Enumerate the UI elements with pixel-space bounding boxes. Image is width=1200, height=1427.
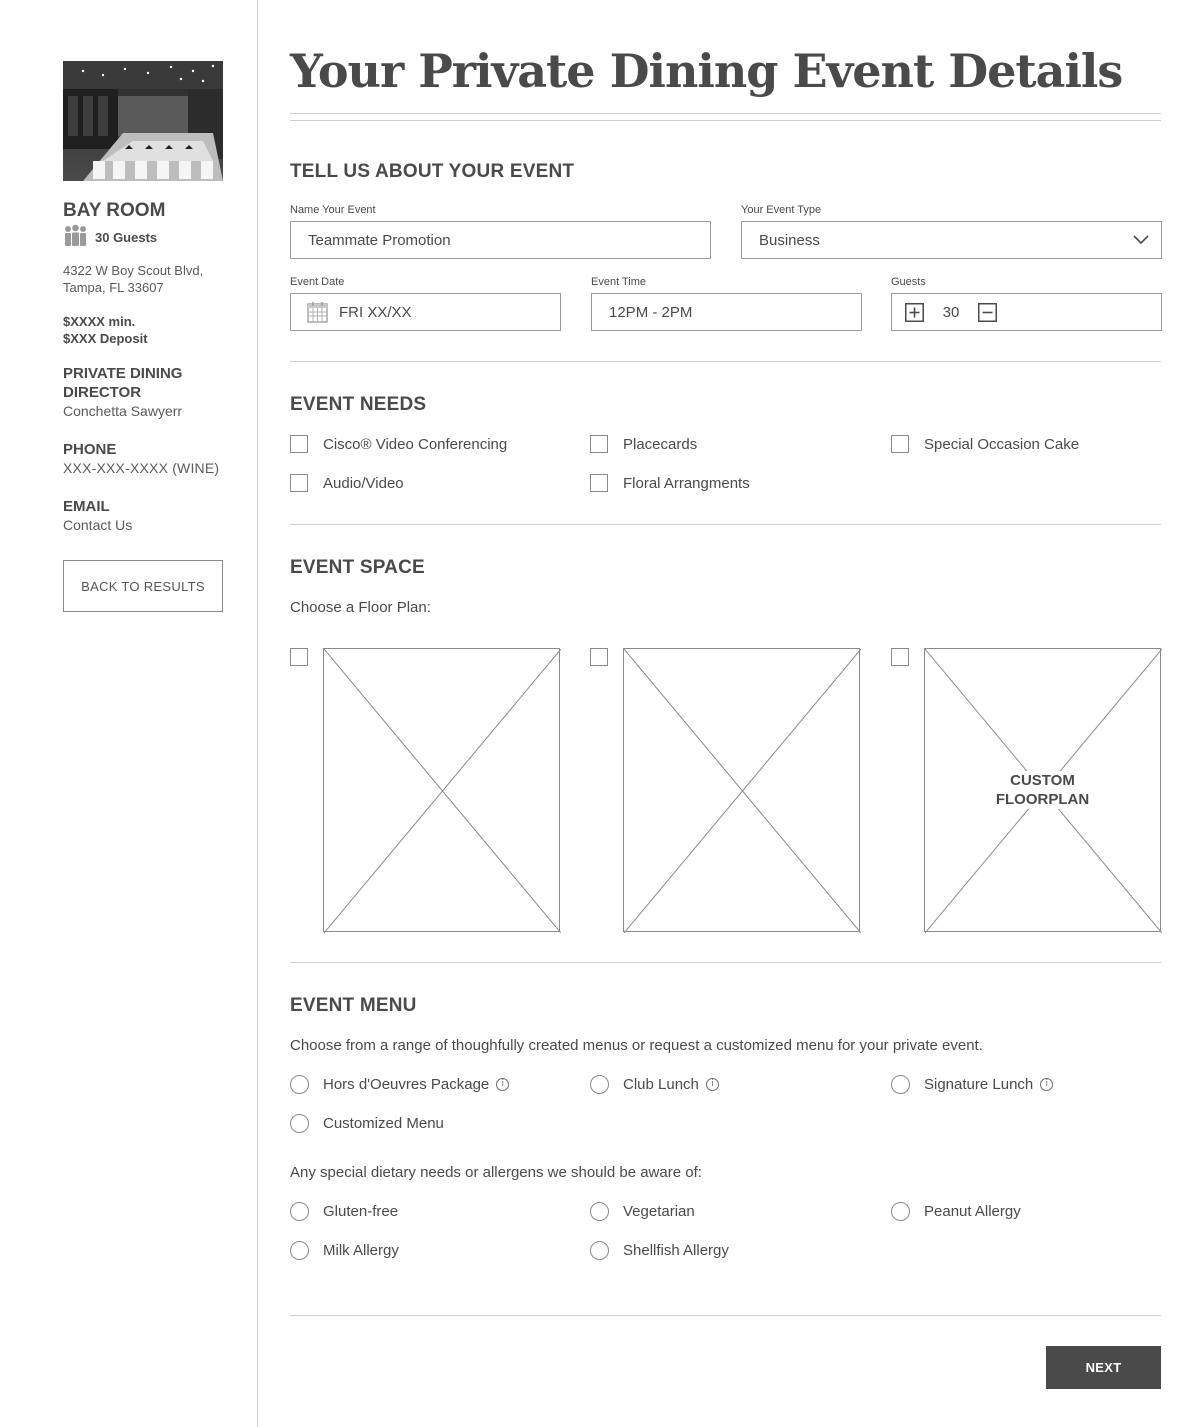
floor-plan-custom-image[interactable] xyxy=(924,648,1161,932)
event-details-heading: TELL US ABOUT YOUR EVENT xyxy=(290,161,575,182)
radio-button[interactable] xyxy=(290,1241,309,1260)
checkbox[interactable] xyxy=(590,435,608,453)
calendar-icon xyxy=(307,301,328,323)
info-icon[interactable]: i xyxy=(496,1078,509,1091)
radio-button[interactable] xyxy=(290,1075,309,1094)
event-type-label: Your Event Type xyxy=(741,204,822,216)
needs-option-audio-video[interactable] xyxy=(290,474,404,492)
phone-value[interactable]: XXX-XXX-XXXX (WINE) xyxy=(63,460,220,476)
guests-stepper[interactable] xyxy=(891,293,1162,331)
radio-button[interactable] xyxy=(590,1075,609,1094)
dietary-option-label: Peanut Allergy xyxy=(924,1203,1021,1220)
back-to-results-button[interactable]: BACK TO RESULTS xyxy=(63,560,223,612)
needs-option-floral-arrangements[interactable] xyxy=(590,474,750,492)
venue-address xyxy=(63,262,203,296)
info-icon[interactable]: i xyxy=(1040,1078,1053,1091)
section-divider xyxy=(290,962,1161,963)
needs-option-label: Special Occasion Cake xyxy=(924,435,1080,453)
price-deposit: $XXX Deposit xyxy=(63,331,148,346)
event-time-value: 12PM - 2PM xyxy=(609,303,693,321)
director-name: Conchetta Sawyerr xyxy=(63,403,183,419)
floor-plan-2-checkbox[interactable] xyxy=(590,648,608,666)
radio-button[interactable] xyxy=(891,1075,910,1094)
plus-square-icon[interactable] xyxy=(905,303,924,322)
needs-option-placecards[interactable] xyxy=(590,435,697,453)
dietary-option-gluten-free[interactable] xyxy=(290,1202,398,1221)
radio-button[interactable] xyxy=(290,1202,309,1221)
event-needs-heading: EVENT NEEDS xyxy=(290,394,427,415)
next-button[interactable]: NEXT xyxy=(1046,1346,1161,1389)
event-type-value: Business xyxy=(759,231,820,249)
checkbox[interactable] xyxy=(590,474,608,492)
dietary-prompt: Any special dietary needs or allergens we should be aware of: xyxy=(290,1164,702,1181)
pricing xyxy=(63,313,148,347)
people-icon xyxy=(63,224,88,251)
needs-option-special-occasion-cake[interactable] xyxy=(891,435,1079,453)
director-heading-line-2: DIRECTOR xyxy=(63,384,142,401)
radio-button[interactable] xyxy=(590,1202,609,1221)
page-title: Your Private Dining Event Details xyxy=(290,44,1123,98)
image-placeholder-icon xyxy=(624,649,861,933)
dietary-option-shellfish-allergy[interactable] xyxy=(590,1241,729,1260)
floor-plan-1-image[interactable] xyxy=(323,648,560,932)
needs-option-label: Audio/Video xyxy=(323,474,404,492)
event-name-input[interactable] xyxy=(290,221,711,259)
event-type-select[interactable] xyxy=(741,221,1162,259)
menu-option-label: Signature Lunch xyxy=(924,1076,1034,1093)
event-name-value: Teammate Promotion xyxy=(308,231,451,249)
radio-button[interactable] xyxy=(590,1241,609,1260)
address-line-1: 4322 W Boy Scout Blvd, xyxy=(63,263,204,278)
needs-option-label: Cisco® Video Conferencing xyxy=(323,435,508,453)
checkbox[interactable] xyxy=(891,435,909,453)
needs-option-label: Floral Arrangments xyxy=(623,474,750,492)
phone-heading: PHONE xyxy=(63,441,117,458)
director-heading-line-1: PRIVATE DINING xyxy=(63,365,183,382)
dietary-option-peanut-allergy[interactable] xyxy=(891,1202,1021,1221)
email-heading: EMAIL xyxy=(63,498,110,515)
dietary-option-vegetarian[interactable] xyxy=(590,1202,695,1221)
needs-option-video-conferencing[interactable] xyxy=(290,435,507,453)
section-divider xyxy=(290,524,1161,525)
menu-option-hors-doeuvres[interactable] xyxy=(290,1075,509,1094)
director-heading xyxy=(63,364,182,402)
dietary-option-label: Milk Allergy xyxy=(323,1242,399,1259)
menu-option-label: Club Lunch xyxy=(623,1076,699,1093)
needs-option-label: Placecards xyxy=(623,435,698,453)
menu-intro: Choose from a range of thoughfully created menus or request a customized menu for your private event. xyxy=(290,1037,983,1054)
menu-option-label: Hors d'Oeuvres Package xyxy=(323,1076,490,1093)
floor-plan-prompt: Choose a Floor Plan: xyxy=(290,599,431,616)
chevron-down-icon xyxy=(1133,235,1149,245)
event-space-heading: EVENT SPACE xyxy=(290,557,425,578)
checkbox[interactable] xyxy=(290,435,308,453)
title-divider-secondary xyxy=(290,120,1161,121)
event-name-label: Name Your Event xyxy=(290,204,376,216)
sidebar xyxy=(0,0,258,1427)
event-date-label: Event Date xyxy=(290,276,345,288)
event-time-input[interactable] xyxy=(591,293,862,331)
event-date-value: FRI XX/XX xyxy=(339,303,412,321)
menu-option-club-lunch[interactable] xyxy=(590,1075,719,1094)
contact-us-link[interactable]: Contact Us xyxy=(63,517,133,533)
event-date-input[interactable] xyxy=(290,293,561,331)
event-menu-heading: EVENT MENU xyxy=(290,995,417,1016)
custom-floorplan-line-1: CUSTOM xyxy=(1010,772,1075,789)
address-line-2: Tampa, FL 33607 xyxy=(63,280,164,295)
menu-option-signature-lunch[interactable] xyxy=(891,1075,1053,1094)
dietary-option-label: Gluten-free xyxy=(323,1203,399,1220)
floor-plan-2-image[interactable] xyxy=(623,648,860,932)
section-divider xyxy=(290,361,1161,362)
custom-floorplan-line-2: FLOORPLAN xyxy=(995,791,1090,808)
image-placeholder-icon xyxy=(324,649,561,933)
menu-option-customized[interactable] xyxy=(290,1114,444,1133)
price-minimum: $XXXX min. xyxy=(63,314,136,329)
title-divider xyxy=(290,113,1161,114)
event-time-label: Event Time xyxy=(591,276,647,288)
guests-label: Guests xyxy=(891,276,926,288)
guest-count: 30 Guests xyxy=(95,230,158,245)
footer-divider xyxy=(290,1315,1161,1316)
radio-button[interactable] xyxy=(891,1202,910,1221)
checkbox[interactable] xyxy=(290,474,308,492)
dietary-option-milk-allergy[interactable] xyxy=(290,1241,399,1260)
floor-plan-custom-checkbox[interactable] xyxy=(891,648,909,666)
guests-value[interactable]: 30 xyxy=(942,303,960,321)
floor-plan-1-checkbox[interactable] xyxy=(290,648,308,666)
custom-floorplan-label xyxy=(925,771,1160,809)
radio-button[interactable] xyxy=(290,1114,309,1133)
guest-capacity xyxy=(63,224,157,251)
menu-option-label: Customized Menu xyxy=(323,1115,444,1132)
dietary-option-label: Shellfish Allergy xyxy=(623,1242,729,1259)
minus-square-icon[interactable] xyxy=(978,303,997,322)
room-name: BAY ROOM xyxy=(63,200,166,221)
venue-photo xyxy=(63,61,223,181)
info-icon[interactable]: i xyxy=(706,1078,719,1091)
dietary-option-label: Vegetarian xyxy=(623,1203,695,1220)
